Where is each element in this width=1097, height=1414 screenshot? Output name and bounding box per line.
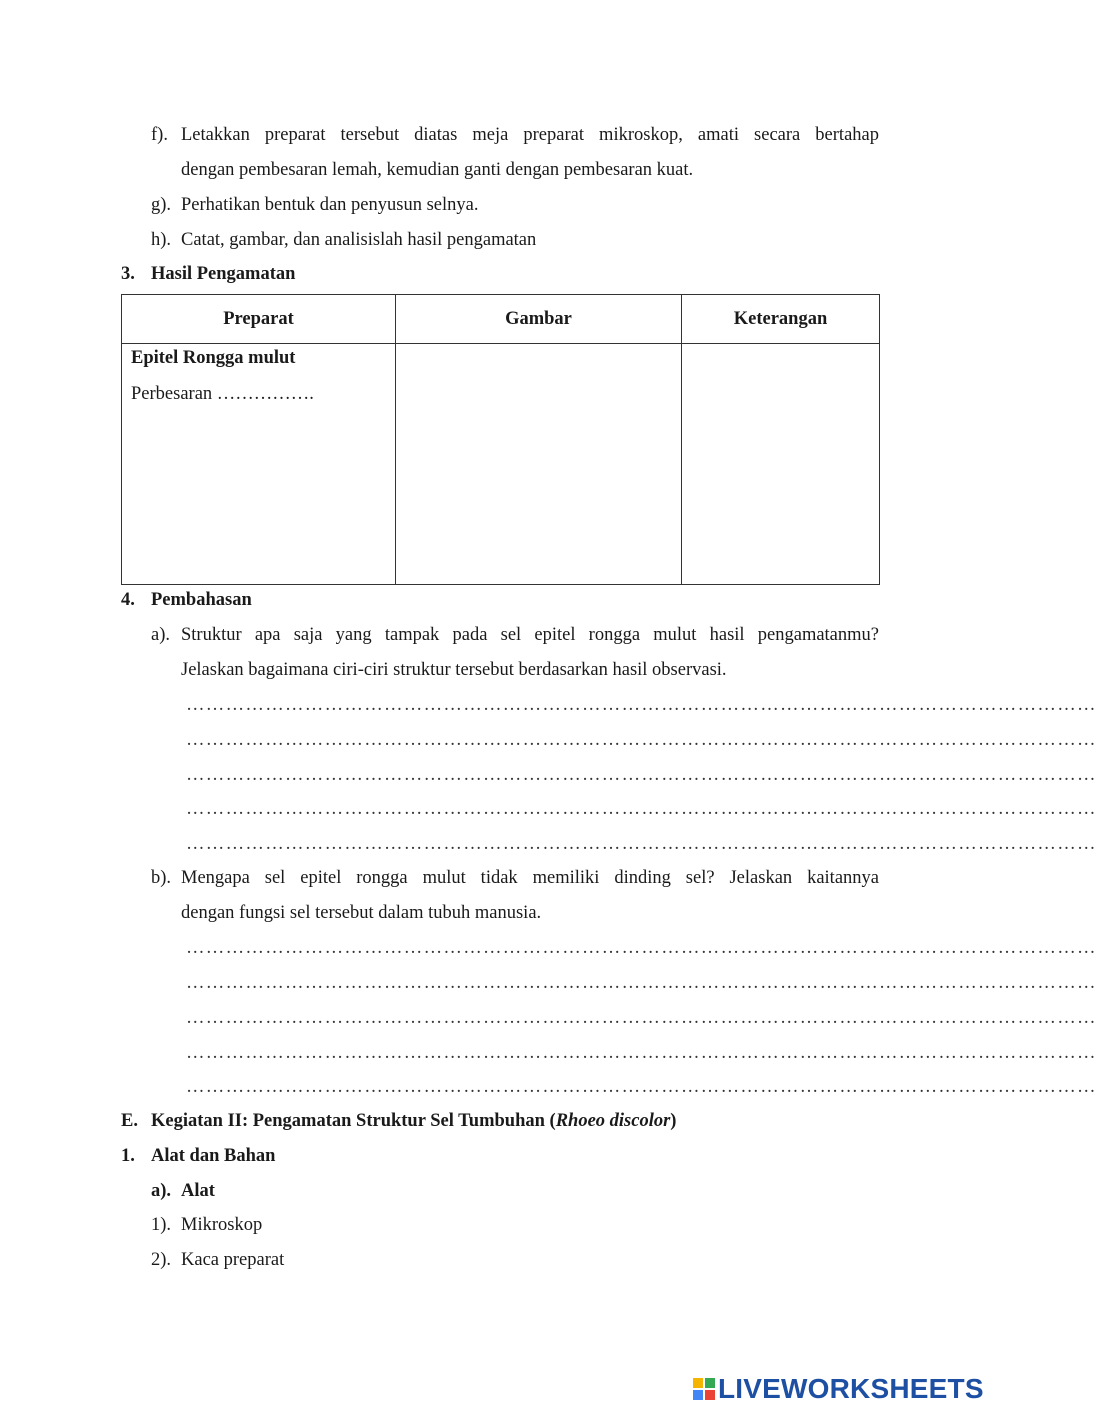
header-keterangan: Keterangan [682,295,880,344]
liveworksheets-logo [693,1374,984,1404]
section-4-number: 4. [121,590,135,610]
gambar-cell[interactable] [396,344,682,585]
answer-a-line-2[interactable]: ………………………………………………………………………………………………………………………… [186,730,1097,750]
answer-b-line-2[interactable]: ………………………………………………………………………………………………………………………… [186,973,1097,993]
preparat-cell [122,344,396,585]
answer-b-line-5[interactable]: ………………………………………………………………………………………………………………………… [186,1077,1097,1097]
answer-b-line-4[interactable]: ………………………………………………………………………………………………………………………… [186,1043,1097,1063]
logo-text: LIVEWORKSHEETS [718,1373,984,1404]
logo-blocks-icon [693,1378,715,1400]
logo-block-4 [705,1390,715,1400]
question-a-text-continued: Jelaskan bagaimana ciri-ciri struktur tersebut berdasarkan hasil observasi. [181,660,727,680]
section-3-number: 3. [121,264,135,284]
magnification-field[interactable]: Perbesaran ……………. [131,383,314,404]
step-f-label: f). [151,125,168,145]
step-f-text: Letakkan preparat tersebut diatas meja preparat mikroskop, amati secara bertahap [181,125,879,145]
step-h-label: h). [151,230,172,250]
answer-a-line-4[interactable]: ………………………………………………………………………………………………………………………… [186,799,1097,819]
sub-a-title: Alat [181,1181,215,1201]
question-a-text: Struktur apa saja yang tampak pada sel epitel rongga mulut hasil pengamatanmu? [181,625,879,645]
tool-2-label: 2). [151,1250,172,1270]
section-3-title: Hasil Pengamatan [151,264,296,284]
header-preparat: Preparat [122,295,396,344]
question-a-label: a). [151,625,170,645]
step-g-label: g). [151,195,172,215]
section-e-number: E. [121,1111,138,1131]
step-f-text-continued: dengan pembesaran lemah, kemudian ganti dengan pembesaran kuat. [181,160,694,180]
answer-a-line-3[interactable]: ………………………………………………………………………………………………………………………… [186,765,1097,785]
step-g-text: Perhatikan bentuk dan penyusun selnya. [181,195,479,215]
step-h-text: Catat, gambar, dan analisislah hasil pengamatan [181,230,537,250]
header-gambar: Gambar [396,295,682,344]
section-4-title: Pembahasan [151,590,252,610]
logo-block-2 [705,1378,715,1388]
section-e-title-species: Rhoeo discolor [555,1111,671,1131]
section-1-number: 1. [121,1146,135,1166]
keterangan-cell[interactable] [682,344,880,585]
question-b-text-continued: dengan fungsi sel tersebut dalam tubuh manusia. [181,903,542,923]
tool-2-text: Kaca preparat [181,1250,285,1270]
sub-a-label: a). [151,1181,172,1201]
logo-block-1 [693,1378,703,1388]
answer-a-line-1[interactable]: ………………………………………………………………………………………………………………………… [186,695,1097,715]
section-e-title [151,1112,676,1131]
section-e-title-prefix: Kegiatan II: Pengamatan Struktur Sel Tumbuhan ( [151,1111,556,1131]
section-e-title-suffix: ) [670,1111,677,1131]
preparat-title: Epitel Rongga mulut [131,348,296,368]
table-header-row [122,295,880,344]
question-b-text: Mengapa sel epitel rongga mulut tidak memiliki dinding sel? Jelaskan kaitannya [181,868,879,888]
question-b-label: b). [151,868,172,888]
observation-table [121,294,880,585]
table-row [122,344,880,585]
section-1-title: Alat dan Bahan [151,1146,276,1166]
answer-a-line-5[interactable]: ………………………………………………………………………………………………………………………… [186,834,1097,854]
tool-1-text: Mikroskop [181,1215,263,1235]
answer-b-line-3[interactable]: ………………………………………………………………………………………………………………………… [186,1008,1097,1028]
tool-1-label: 1). [151,1215,172,1235]
logo-block-3 [693,1390,703,1400]
answer-b-line-1[interactable]: ………………………………………………………………………………………………………………………… [186,938,1097,958]
